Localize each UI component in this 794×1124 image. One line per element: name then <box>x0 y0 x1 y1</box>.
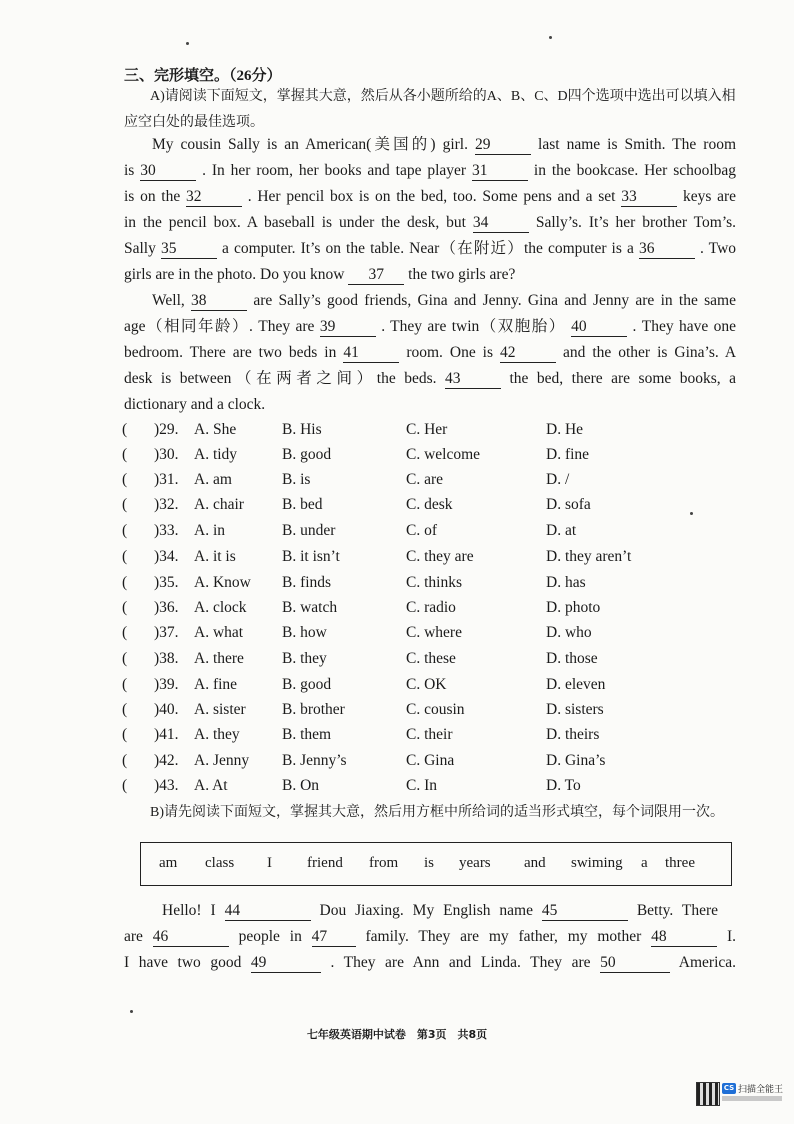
text: . In her room, her books and tape player <box>202 162 467 179</box>
option-b[interactable]: B. how <box>282 624 327 641</box>
option-a[interactable]: A. in <box>194 522 225 539</box>
part-a-instruction: A)请阅读下面短文，掌握其大意，然后从各小题所给的A、B、C、D四个选项中选出可以填入相应空白处的最佳选项。 <box>124 89 736 130</box>
answer-blank[interactable]: 38 <box>191 292 247 311</box>
text: room. One is <box>406 344 494 361</box>
answer-paren[interactable]: ( <box>122 548 128 565</box>
passage-b-line <box>124 924 736 950</box>
passage-a-line <box>124 366 736 392</box>
question-row <box>122 672 662 697</box>
answer-blank[interactable]: 40 <box>571 318 627 337</box>
answer-blank[interactable]: 42 <box>500 344 556 363</box>
question-number: )41. <box>154 726 179 743</box>
camscanner-logo-icon: CS <box>723 1084 735 1092</box>
word-bank-item: am <box>159 855 178 871</box>
text: and the other is Gina’s. A <box>562 344 737 361</box>
text: keys are <box>682 188 737 205</box>
option-d[interactable]: D. eleven <box>546 676 606 693</box>
question-number: )39. <box>154 676 179 693</box>
answer-blank[interactable]: 32 <box>186 188 242 207</box>
option-d[interactable]: D. / <box>546 471 570 488</box>
option-d[interactable]: D. fine <box>546 446 590 463</box>
text: I have two good <box>124 954 242 971</box>
answer-blank[interactable]: 36 <box>639 240 695 259</box>
text: . Two <box>700 240 737 257</box>
option-b[interactable]: B. they <box>282 650 327 667</box>
question-number: )34. <box>154 548 179 565</box>
answer-paren[interactable]: ( <box>122 471 128 488</box>
question-number: )42. <box>154 752 179 769</box>
text: Hello! I <box>162 902 216 919</box>
option-d[interactable]: D. sofa <box>546 496 591 513</box>
question-row <box>122 748 662 773</box>
option-b[interactable]: B. bed <box>282 496 323 513</box>
text: in the bookcase. Her schoolbag <box>533 162 737 179</box>
option-c[interactable]: C. Gina <box>406 752 455 769</box>
option-d[interactable]: D. who <box>546 624 592 641</box>
question-row <box>122 697 662 722</box>
scan-speck <box>130 1010 133 1013</box>
word-bank-item: and <box>524 855 546 871</box>
option-d[interactable]: D. To <box>546 777 581 794</box>
answer-paren[interactable]: ( <box>122 446 128 463</box>
option-c[interactable]: C. radio <box>406 599 456 616</box>
option-a[interactable]: A. Know <box>194 574 251 591</box>
option-b[interactable]: B. finds <box>282 574 332 591</box>
text: . They have one <box>632 318 737 335</box>
answer-paren[interactable]: ( <box>122 701 128 718</box>
option-b[interactable]: B. them <box>282 726 332 743</box>
scanner-app-name: 扫描全能王 <box>738 1085 784 1095</box>
option-b[interactable]: B. On <box>282 777 320 794</box>
passage-a-line <box>124 210 736 236</box>
text: age（相同年龄）. They are <box>124 318 315 335</box>
question-number: )43. <box>154 777 179 794</box>
option-a[interactable]: A. am <box>194 471 232 488</box>
option-a[interactable]: A. they <box>194 726 240 743</box>
answer-blank[interactable]: 45 <box>542 902 628 921</box>
question-number: )35. <box>154 574 179 591</box>
option-c[interactable]: C. cousin <box>406 701 465 718</box>
passage-a-line <box>124 392 736 418</box>
word-bank-item: a <box>641 855 648 871</box>
question-row <box>122 467 662 492</box>
text: desk is between（在两者之间）the beds. <box>124 370 437 387</box>
option-c[interactable]: C. desk <box>406 496 453 513</box>
passage-a-line <box>124 314 736 340</box>
text: America. <box>678 954 737 971</box>
option-a[interactable]: A. there <box>194 650 244 667</box>
option-a[interactable]: A. sister <box>194 701 246 718</box>
scan-speck <box>549 36 552 39</box>
answer-paren[interactable]: ( <box>122 624 128 641</box>
answer-blank[interactable]: 31 <box>472 162 528 181</box>
question-row <box>122 492 662 517</box>
option-b[interactable]: B. Jenny’s <box>282 752 347 769</box>
option-c[interactable]: C. of <box>406 522 437 539</box>
text: . They are Ann and Linda. They are <box>330 954 591 971</box>
option-d[interactable]: D. He <box>546 421 584 438</box>
option-b[interactable]: B. it isn’t <box>282 548 340 565</box>
answer-blank[interactable]: 49 <box>251 954 321 973</box>
option-b[interactable]: B. His <box>282 421 322 438</box>
question-number: )37. <box>154 624 179 641</box>
question-row <box>122 518 662 543</box>
answer-blank[interactable]: 47 <box>312 928 356 947</box>
text: last name is Smith. The room <box>538 136 737 153</box>
option-c[interactable]: C. In <box>406 777 437 794</box>
text: . They are twin（双胞胎） <box>381 318 566 335</box>
answer-paren[interactable]: ( <box>122 574 128 591</box>
option-d[interactable]: D. photo <box>546 599 601 616</box>
option-a[interactable]: A. fine <box>194 676 238 693</box>
answer-paren[interactable]: ( <box>122 676 128 693</box>
question-row <box>122 417 662 442</box>
option-b[interactable]: B. under <box>282 522 336 539</box>
word-bank-item: is <box>424 855 435 871</box>
answer-paren[interactable]: ( <box>122 650 128 667</box>
text: is <box>124 162 135 179</box>
answer-blank[interactable]: 39 <box>320 318 376 337</box>
text: Well, <box>152 292 185 309</box>
part-b-instruction: B)请先阅读下面短文，掌握其大意，然后用方框中所给词的适当形式填空，每个词限用一次。 <box>150 805 724 820</box>
answer-paren[interactable]: ( <box>122 421 128 438</box>
question-row <box>122 544 662 569</box>
option-d[interactable]: D. those <box>546 650 598 667</box>
text: the bed, there are some books, a <box>509 370 737 387</box>
question-number: )30. <box>154 446 179 463</box>
question-row <box>122 646 662 671</box>
option-b[interactable]: B. is <box>282 471 311 488</box>
passage-a-line <box>124 262 736 288</box>
answer-paren[interactable]: ( <box>122 496 128 513</box>
answer-blank[interactable]: 35 <box>161 240 217 259</box>
scanner-subline <box>722 1096 782 1101</box>
scan-speck <box>690 512 693 515</box>
answer-blank[interactable]: 46 <box>153 928 229 947</box>
text: dictionary and a clock. <box>124 396 266 413</box>
option-d[interactable]: D. Gina’s <box>546 752 606 769</box>
option-a[interactable]: A. She <box>194 421 237 438</box>
question-row <box>122 595 662 620</box>
page-footer: 七年级英语期中试卷 第3页 共8页 <box>306 1028 488 1041</box>
answer-blank[interactable]: 33 <box>621 188 677 207</box>
option-c[interactable]: C. are <box>406 471 444 488</box>
option-b[interactable]: B. watch <box>282 599 338 616</box>
question-row <box>122 442 662 467</box>
text: girls are in the photo. Do you know <box>124 266 345 283</box>
text: Betty. There <box>636 902 719 919</box>
text: is on the <box>124 188 181 205</box>
option-a[interactable]: A. At <box>194 777 228 794</box>
question-number: )29. <box>154 421 179 438</box>
answer-blank[interactable]: 37 <box>348 266 404 285</box>
text: Sally <box>124 240 156 257</box>
passage-a-line <box>124 158 736 184</box>
option-a[interactable]: A. tidy <box>194 446 238 463</box>
question-number: )40. <box>154 701 179 718</box>
question-number: )38. <box>154 650 179 667</box>
question-number: )32. <box>154 496 179 513</box>
option-c[interactable]: C. OK <box>406 676 447 693</box>
word-bank-item: three <box>665 855 695 871</box>
answer-blank[interactable]: 29 <box>475 136 531 155</box>
text: are Sally’s good friends, Gina and Jenny. Gina and Jenny are in the same <box>253 292 736 309</box>
word-bank-item: years <box>459 855 491 871</box>
text: family. They are my father, my mother <box>365 928 642 945</box>
option-c[interactable]: C. where <box>406 624 462 641</box>
text: Sally’s. It’s her brother Tom’s. <box>535 214 737 231</box>
answer-blank[interactable]: 48 <box>651 928 717 947</box>
text: people in <box>238 928 302 945</box>
answer-blank[interactable]: 50 <box>600 954 670 973</box>
option-a[interactable]: A. clock <box>194 599 247 616</box>
option-c[interactable]: C. welcome <box>406 446 481 463</box>
text: My cousin Sally is an American(美国的) girl. <box>152 136 468 153</box>
passage-b-line <box>136 898 718 924</box>
answer-paren[interactable]: ( <box>122 522 128 539</box>
passage-a-line <box>124 340 736 366</box>
answer-blank[interactable]: 44 <box>225 902 311 921</box>
option-c[interactable]: C. their <box>406 726 453 743</box>
word-bank-box <box>140 842 732 886</box>
option-a[interactable]: A. it is <box>194 548 236 565</box>
text: Dou Jiaxing. My English name <box>319 902 533 919</box>
text: are <box>124 928 143 945</box>
word-bank-item: swiming <box>571 855 623 871</box>
text: the two girls are? <box>408 266 516 283</box>
option-b[interactable]: B. good <box>282 676 332 693</box>
option-d[interactable]: D. has <box>546 574 586 591</box>
word-bank-item: I <box>267 855 272 871</box>
option-a[interactable]: A. Jenny <box>194 752 250 769</box>
option-d[interactable]: D. at <box>546 522 577 539</box>
text: I. <box>726 928 737 945</box>
question-row <box>122 722 662 747</box>
answer-paren[interactable]: ( <box>122 777 128 794</box>
option-b[interactable]: B. brother <box>282 701 345 718</box>
question-number: )36. <box>154 599 179 616</box>
scanner-watermark <box>722 1082 784 1106</box>
word-bank-item: from <box>369 855 399 871</box>
passage-a-line <box>124 288 736 314</box>
text: bedroom. There are two beds in <box>124 344 337 361</box>
option-d[interactable]: D. theirs <box>546 726 600 743</box>
question-row <box>122 773 662 798</box>
section-title: 三、完形填空。（26分） <box>124 68 282 84</box>
option-b[interactable]: B. good <box>282 446 332 463</box>
text: . Her pencil box is on the bed, too. Some pens and a set <box>247 188 616 205</box>
option-c[interactable]: C. these <box>406 650 456 667</box>
question-number: )33. <box>154 522 179 539</box>
word-bank-item: class <box>205 855 235 871</box>
word-bank-item: friend <box>307 855 343 871</box>
answer-blank[interactable]: 43 <box>445 370 501 389</box>
answer-paren[interactable]: ( <box>122 752 128 769</box>
text: a computer. It’s on the table. Near（在附近）the computer is a <box>222 240 634 257</box>
passage-b-line <box>124 950 736 976</box>
answer-blank[interactable]: 30 <box>140 162 196 181</box>
option-a[interactable]: A. what <box>194 624 244 641</box>
scan-speck <box>186 42 189 45</box>
question-number: )31. <box>154 471 179 488</box>
answer-blank[interactable]: 34 <box>473 214 529 233</box>
option-d[interactable]: D. sisters <box>546 701 604 718</box>
option-c[interactable]: C. they are <box>406 548 474 565</box>
text: in the pencil box. A baseball is under the desk, but <box>124 214 466 231</box>
passage-a-line <box>124 236 736 262</box>
qr-code-icon <box>696 1082 720 1106</box>
option-a[interactable]: A. chair <box>194 496 244 513</box>
answer-paren[interactable]: ( <box>122 726 128 743</box>
option-d[interactable]: D. they aren’t <box>546 548 632 565</box>
option-c[interactable]: C. Her <box>406 421 448 438</box>
answer-blank[interactable]: 41 <box>343 344 399 363</box>
answer-paren[interactable]: ( <box>122 599 128 616</box>
question-row <box>122 570 662 595</box>
passage-a-line <box>124 132 736 158</box>
passage-a-line <box>124 184 736 210</box>
option-c[interactable]: C. thinks <box>406 574 462 591</box>
question-row <box>122 620 662 645</box>
